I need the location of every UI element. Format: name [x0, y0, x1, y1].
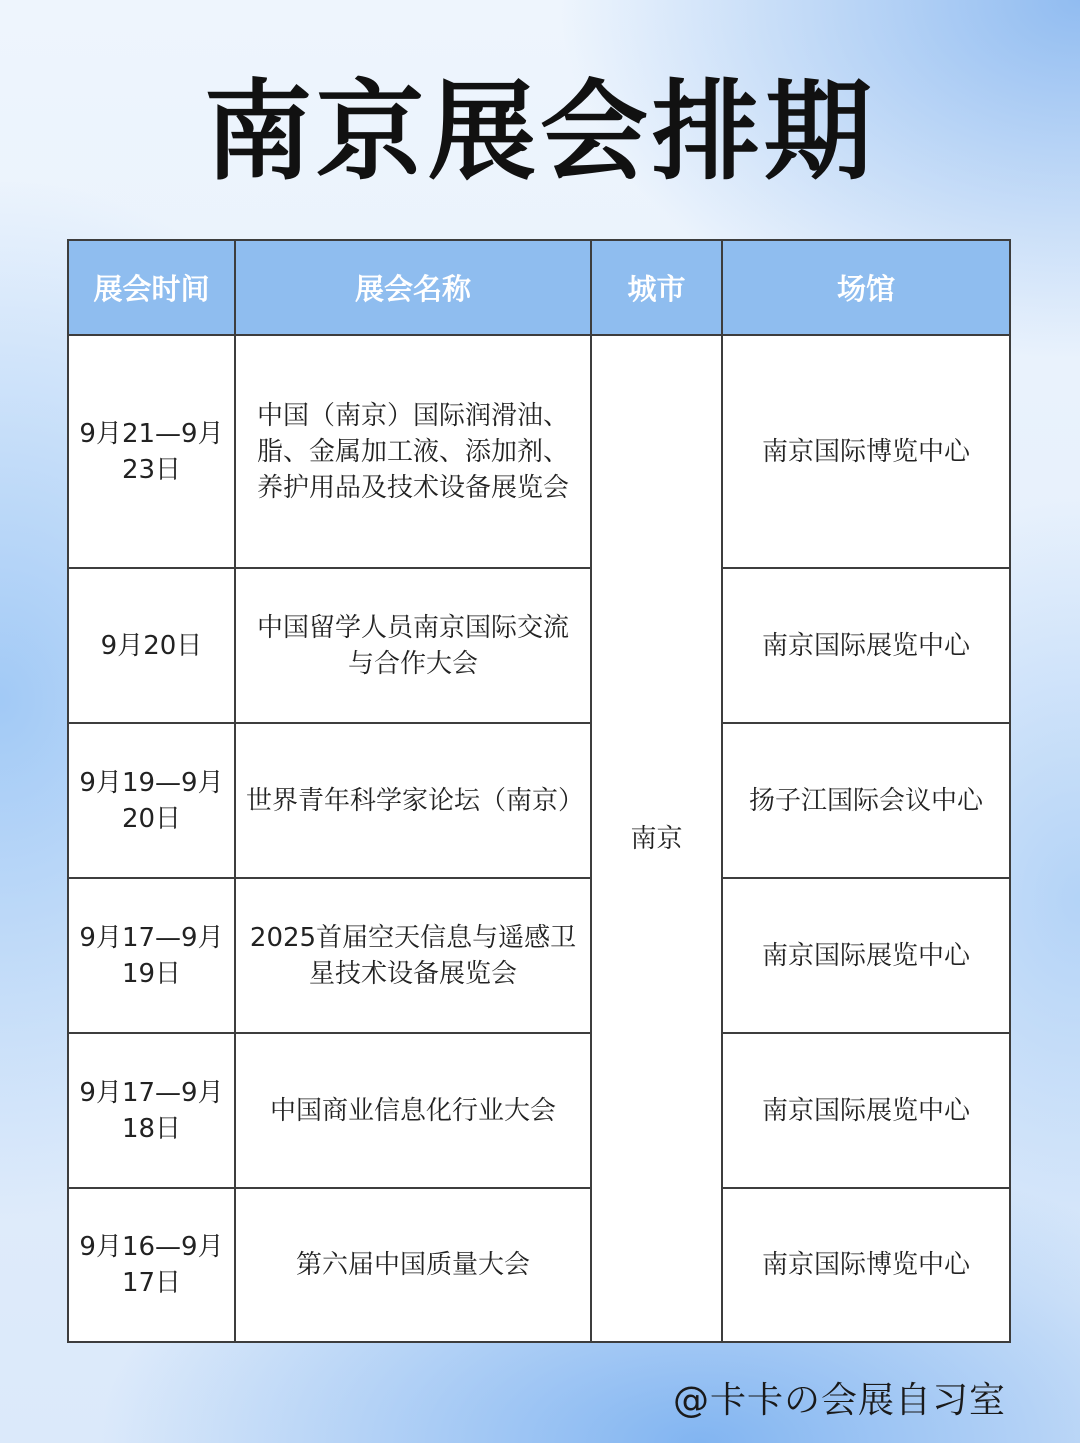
row-exhibition-name: 中国商业信息化行业大会	[235, 1033, 591, 1188]
row-venue: 南京国际博览中心	[722, 1188, 1010, 1342]
row-venue: 南京国际展览中心	[722, 1033, 1010, 1188]
table-row	[68, 1188, 1010, 1342]
header-name: 展会名称	[235, 240, 591, 335]
row-venue: 南京国际博览中心	[722, 335, 1010, 568]
exhibition-schedule-table	[67, 239, 1011, 1343]
row-venue: 扬子江国际会议中心	[722, 723, 1010, 878]
row-exhibition-name: 中国（南京）国际润滑油、脂、金属加工液、添加剂、养护用品及技术设备展览会	[235, 335, 591, 568]
row-exhibition-name: 中国留学人员南京国际交流与合作大会	[235, 568, 591, 723]
page-title: 南京展会排期	[203, 70, 876, 195]
row-date: 9月19—9月20日	[68, 723, 235, 878]
row-venue: 南京国际展览中心	[722, 568, 1010, 723]
header-date: 展会时间	[68, 240, 235, 335]
row-city: 南京	[591, 335, 722, 1342]
row-exhibition-name: 第六届中国质量大会	[235, 1188, 591, 1342]
row-venue: 南京国际展览中心	[722, 878, 1010, 1033]
table-row	[68, 878, 1010, 1033]
table-row	[68, 335, 1010, 568]
author-watermark: @卡卡の会展自习室	[672, 1380, 1006, 1421]
row-exhibition-name: 世界青年科学家论坛（南京）	[235, 723, 591, 878]
row-exhibition-name: 2025首届空天信息与遥感卫星技术设备展览会	[235, 878, 591, 1033]
header-venue: 场馆	[722, 240, 1010, 335]
row-date: 9月16—9月17日	[68, 1188, 235, 1342]
table-row	[68, 1033, 1010, 1188]
header-city: 城市	[591, 240, 722, 335]
row-date: 9月17—9月18日	[68, 1033, 235, 1188]
row-date: 9月21—9月23日	[68, 335, 235, 568]
table-row	[68, 568, 1010, 723]
table-header-row	[68, 240, 1010, 335]
row-date: 9月20日	[68, 568, 235, 723]
table-row	[68, 723, 1010, 878]
row-date: 9月17—9月19日	[68, 878, 235, 1033]
